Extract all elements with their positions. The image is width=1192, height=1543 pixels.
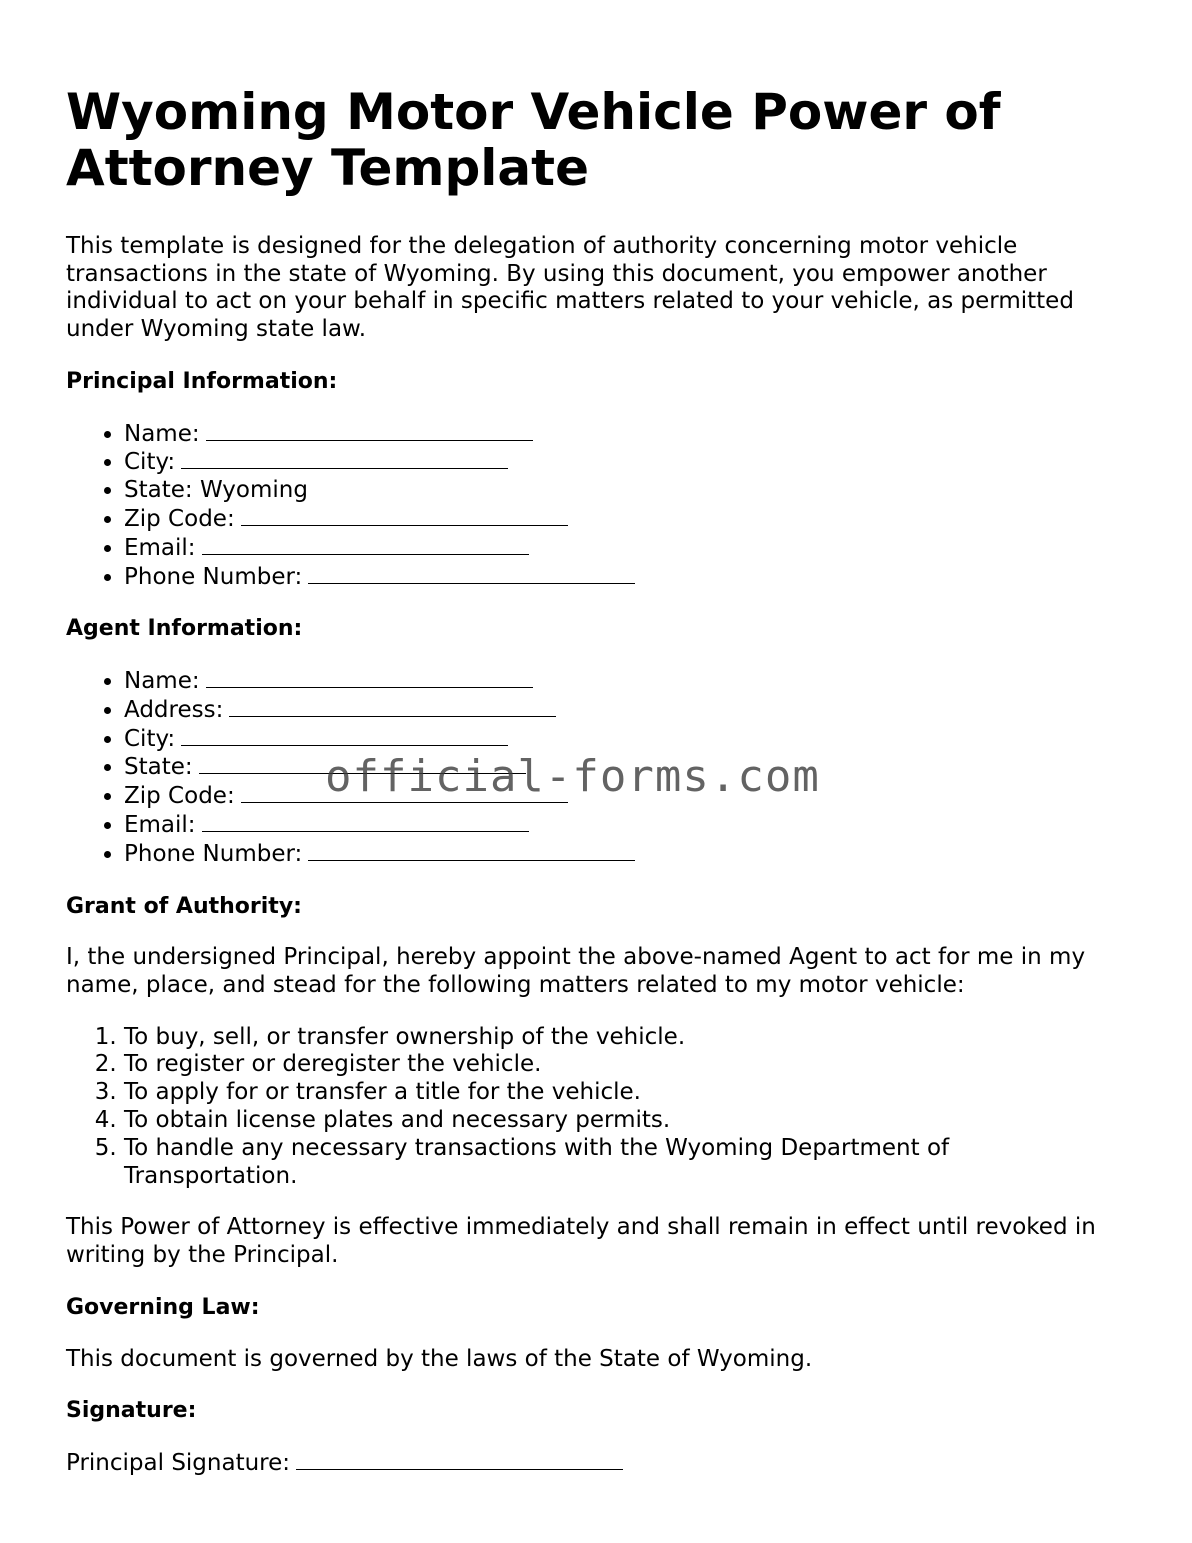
signature-heading: Signature: xyxy=(66,1398,197,1424)
agent-city-field: • City: xyxy=(124,725,1126,754)
principal-signature-blank[interactable] xyxy=(296,1449,623,1470)
watermark: official-forms.com xyxy=(325,751,820,802)
principal-email-field: • Email: xyxy=(124,534,1126,563)
intro-paragraph: This template is designed for the delegation of authority concerning motor vehicle transactions in the state of Wyoming. By using this document, you empower another individual to act on your behalf in specific matters related to your vehicle, as permitted under Wyoming state law. xyxy=(66,233,1074,343)
grant-heading: Grant of Authority: xyxy=(66,893,302,919)
document-title: Wyoming Motor Vehicle Power of Attorney Template xyxy=(66,83,1001,197)
agent-city-blank[interactable] xyxy=(181,725,508,746)
principal-phone-field: • Phone Number: xyxy=(124,563,1126,592)
agent-address-blank[interactable] xyxy=(229,696,556,717)
principal-zip-blank[interactable] xyxy=(241,505,568,526)
principal-signature-line: Principal Signature: xyxy=(66,1449,1126,1478)
agent-address-field: • Address: xyxy=(124,696,1126,725)
agent-state-field: • State: xyxy=(124,753,1126,782)
governing-law-text: This document is governed by the laws of the State of Wyoming. xyxy=(66,1345,813,1372)
principal-name-blank[interactable] xyxy=(206,420,533,441)
power-item: 3. To apply for or transfer a title for the vehicle. xyxy=(124,1079,1126,1107)
principal-fields-list xyxy=(66,420,1126,592)
power-item: 1. To buy, sell, or transfer ownership of the vehicle. xyxy=(124,1024,1126,1052)
powers-list xyxy=(66,1024,1126,1191)
principal-city-field: • City: xyxy=(124,448,1126,477)
agent-zip-field: • Zip Code: xyxy=(124,782,1126,811)
power-item: 2. To register or deregister the vehicle. xyxy=(124,1051,1126,1079)
agent-phone-blank[interactable] xyxy=(308,840,635,861)
grant-statement: I, the undersigned Principal, hereby appoint the above-named Agent to act for me in my name, place, and stead for the following matters related to my motor vehicle: xyxy=(66,944,1086,998)
power-item: 4. To obtain license plates and necessary permits. xyxy=(124,1107,1126,1135)
agent-email-blank[interactable] xyxy=(202,811,529,832)
principal-phone-blank[interactable] xyxy=(308,563,635,584)
agent-email-field: • Email: xyxy=(124,811,1126,840)
principal-state-field: • State: Wyoming xyxy=(124,477,1126,505)
agent-name-blank[interactable] xyxy=(206,667,533,688)
effectiveness-paragraph: This Power of Attorney is effective immediately and shall remain in effect until revoked in writing by the Principal. xyxy=(66,1214,1096,1269)
agent-phone-field: • Phone Number: xyxy=(124,840,1126,869)
agent-heading: Agent Information: xyxy=(66,616,303,642)
power-item: 5. To handle any necessary transactions with the Wyoming Department of Transportation. xyxy=(124,1135,1126,1191)
principal-name-field: • Name: xyxy=(124,420,1126,449)
principal-email-blank[interactable] xyxy=(202,534,529,555)
agent-name-field: • Name: xyxy=(124,667,1126,696)
principal-city-blank[interactable] xyxy=(181,448,508,469)
governing-law-heading: Governing Law: xyxy=(66,1294,260,1320)
principal-zip-field: • Zip Code: xyxy=(124,505,1126,534)
principal-heading: Principal Information: xyxy=(66,368,338,394)
